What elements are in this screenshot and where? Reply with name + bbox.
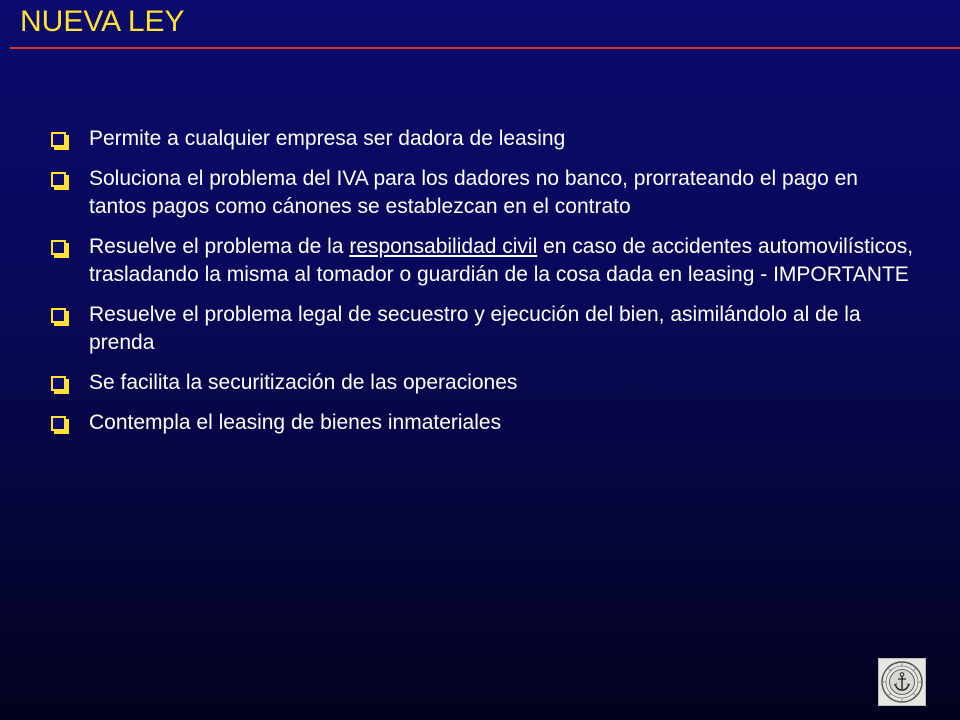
bullet-item [50,165,920,221]
bullet-text: Contempla el leasing de bienes inmateriales [89,411,502,434]
bullet-text: Permite a cualquier empresa ser dadora de leasing [89,127,566,150]
underlined-term: responsabilidad civil [349,235,538,258]
bullet-text: Se facilita la securitización de las operaciones [89,371,518,394]
bullet-text-part: Resuelve el problema de la [89,235,350,258]
bullet-item [50,409,920,437]
slide-title: NUEVA LEY [20,5,185,38]
bullet-text-part: en caso de accidentes automovilísticos, trasladando la misma al tomador o guardián de la cosa dada en leasing - IMPORTANTE [89,235,914,286]
checkbox-bullet-icon [51,308,66,323]
bullet-text: Resuelve el problema legal de secuestro y ejecución del bien, asimilándolo al de la prenda [89,303,861,354]
bullet-item [50,233,920,289]
bullet-list [50,125,920,449]
bullet-item [50,125,920,153]
checkbox-bullet-icon [51,376,66,391]
bullet-text [89,235,913,286]
bullet-item [50,301,920,357]
checkbox-bullet-icon [51,240,66,255]
checkbox-bullet-icon [51,172,66,187]
title-divider [10,47,960,49]
bullet-text: Soluciona el problema del IVA para los dadores no banco, prorrateando el pago en tantos pagos como cánones se establezcan en el contrato [89,167,858,218]
checkbox-bullet-icon [51,132,66,147]
bullet-item [50,369,920,397]
checkbox-bullet-icon [51,416,66,431]
anchor-seal-icon [879,659,925,705]
institution-logo [878,658,926,706]
